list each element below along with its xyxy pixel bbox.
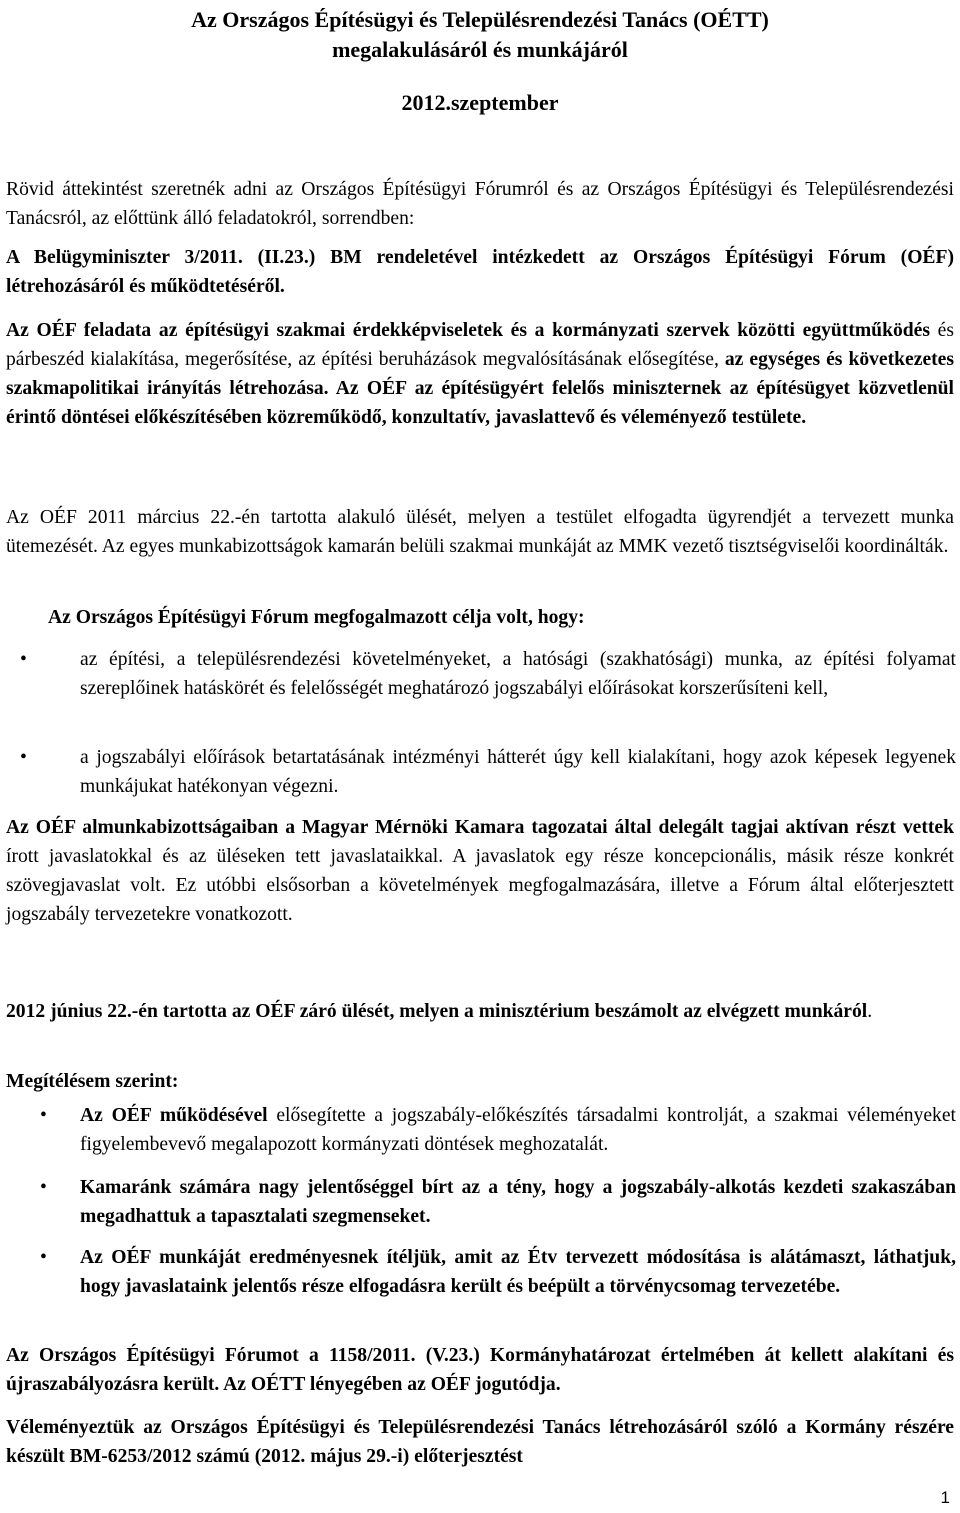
regulation-paragraph: A Belügyminiszter 3/2011. (II.23.) BM rendeletével intézkedett az Országos Építésügyi Fórum (OÉF) létrehozásáról és működtetéséről.: [6, 247, 954, 297]
closing-meeting-bold: 2012 június 22.-én tartotta az OÉF záró ülését, melyen a minisztérium beszámolt az elvégzett munkáról: [6, 1001, 868, 1022]
reorganization-paragraph: Az Országos Építésügyi Fórumot a 1158/2011. (V.23.) Kormányhatározat értelmében át kellett alakítani és újraszabályozásra került. Az OÉTT lényegében az OÉF jogutódja.: [6, 1345, 954, 1395]
oef-task-bold-a: Az OÉF feladata az építésügyi szakmai érdekképviseletek és a kormányzati szervek közötti együttműködés: [6, 320, 930, 341]
intro-paragraph: Rövid áttekintést szeretnék adni az Országos Építésügyi Fórumról és az Országos Építésügyi és Településrendezési Tanácsról, az előttünk álló feladatokról, sorrendben:: [6, 179, 954, 229]
mmk-participation-paragraph: [6, 813, 954, 929]
assessment-text: [80, 1173, 956, 1231]
mmk-participation-normal: írott javaslatokkal és az üléseken tett javaslataikkal. A javaslatok egy része koncepcionális, másik része konkrét szövegjavaslat volt. Ez utóbbi elsősorban a követelmények megfogalmazására, illetve a Fórum által előterjesztett jogszabály tervezetekre vonatkozott.: [6, 846, 954, 925]
bullet-icon: •: [40, 1177, 47, 1198]
bullet-icon: •: [40, 1105, 47, 1126]
oef-task-bold-c: az egységes és következetes szakmapolitikai irányítás létrehozása. Az OÉF az építésügyért felelős miniszternek az építésügyet közvetlenül érintő döntései előkészítésében közreműködő, konzultatív, javaslattevő és véleményező testülete.: [6, 349, 954, 428]
closing-meeting-paragraph: [6, 997, 954, 1026]
assessment-bold: Kamaránk számára nagy jelentőséggel bírt az a tény, hogy a jogszabály-alkotás kezdeti szakaszában megadhattuk a tapasztalati szegmenseket.: [80, 1177, 956, 1227]
assessment-bold: Az OÉF működésével: [80, 1105, 268, 1126]
goal-heading: Az Országos Építésügyi Fórum megfogalmazott célja volt, hogy:: [48, 607, 585, 628]
assessment-text: [80, 1101, 956, 1159]
founding-meeting-paragraph: Az OÉF 2011 március 22.-én tartotta alakuló ülését, melyen a testület elfogadta ügyrendjét a tervezett munka ütemezését. Az egyes munkabizottságok kamarán belüli szakmai munkáját az MMK vezető tisztségviselői koordinálták.: [6, 507, 954, 557]
document-title-line-2: megalakulásáról és munkájáról: [332, 37, 628, 62]
document-date: 2012.szeptember: [401, 90, 559, 115]
bullet-icon: •: [20, 747, 27, 768]
assessment-text: [80, 1243, 956, 1301]
goal-text: a jogszabályi előírások betartatásának intézményi hátterét úgy kell kialakítani, hogy azok képesek legyenek munkájukat hatékonyan végezni.: [80, 747, 956, 797]
document-title-line-1: Az Országos Építésügyi és Településrendezési Tanács (OÉTT): [191, 7, 769, 32]
assessment-normal: elősegítette a jogszabály-előkészítés társadalmi kontrolját, a szakmai véleményeket figyelembevevő megalapozott kormányzati döntések meghozatalát.: [80, 1105, 956, 1155]
bullet-icon: •: [40, 1247, 47, 1268]
oef-task-normal: és párbeszéd kialakítása, megerősítése, az építési beruházások megvalósításának elősegítése,: [6, 320, 954, 370]
mmk-participation-bold: Az OÉF almunkabizottságaiban a Magyar Mérnöki Kamara tagozatai által delegált tagjai aktívan részt vettek: [6, 817, 954, 838]
closing-meeting-end: .: [867, 1001, 873, 1022]
bullet-icon: •: [20, 649, 27, 670]
page-number: 1: [940, 1488, 950, 1507]
review-paragraph: Véleményeztük az Országos Építésügyi és Településrendezési Tanács létrehozásáról szóló a Kormány részére készült BM-6253/2012 számú (2012. május 29.-i) előterjesztést: [6, 1417, 954, 1467]
assessment-heading: Megítélésem szerint:: [6, 1071, 179, 1092]
goal-text: az építési, a településrendezési követelményeket, a hatósági (szakhatósági) munka, az építési folyamat szereplőinek hatáskörét és felelősségét meghatározó jogszabályi előírásokat korszerűsíteni kell,: [80, 649, 956, 699]
assessment-bold: Az OÉF munkáját eredményesnek ítéljük, amit az Étv tervezett módosítása is alátámaszt, láthatjuk, hogy javaslataink jelentős része elfogadásra került és beépült a törvénycsomag tervezetébe.: [80, 1247, 956, 1297]
oef-task-paragraph: [6, 316, 954, 432]
